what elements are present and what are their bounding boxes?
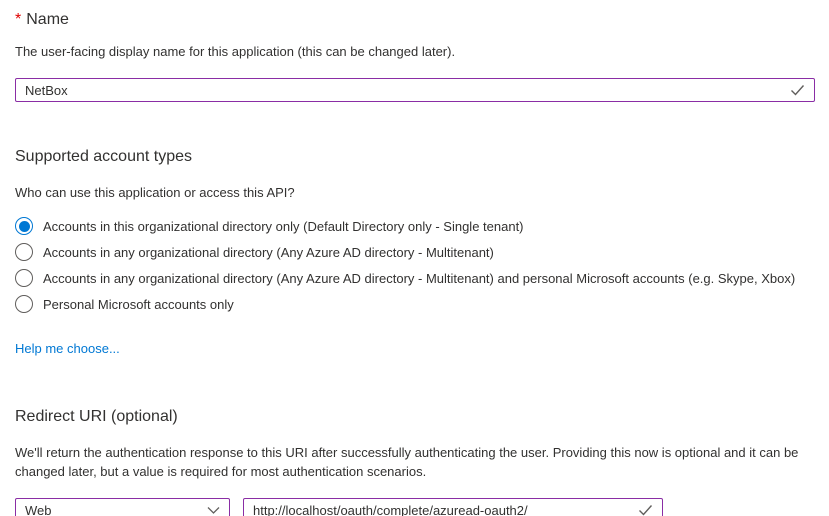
account-types-question: Who can use this application or access this API? [15, 185, 295, 200]
required-asterisk: * [15, 11, 22, 28]
account-types-radio-group [15, 213, 815, 317]
redirect-uri-section [15, 407, 815, 516]
name-description: The user-facing display name for this application (this can be changed later). [15, 44, 456, 59]
supported-account-types-title: Supported account types [15, 148, 193, 165]
radio-button-icon[interactable] [15, 269, 33, 287]
radio-option-multitenant[interactable] [15, 239, 815, 265]
radio-option-single-tenant[interactable] [15, 213, 815, 239]
help-me-choose-link[interactable]: Help me choose... [15, 341, 120, 356]
platform-select-value: Web [25, 502, 52, 516]
radio-button-icon[interactable] [15, 243, 33, 261]
name-input[interactable] [16, 79, 814, 101]
name-section-title [15, 10, 815, 30]
redirect-uri-input[interactable] [244, 499, 662, 516]
name-section [15, 10, 815, 102]
name-input-container [15, 78, 815, 102]
radio-option-label: Accounts in any organizational directory (Any Azure AD directory - Multitenant) [43, 244, 494, 260]
redirect-uri-input-container [243, 498, 663, 516]
supported-account-types-section [15, 147, 815, 358]
radio-button-icon[interactable] [15, 217, 33, 235]
redirect-uri-description: We'll return the authentication response to this URI after successfully authenticating the user. Providing this now is optional and it can be changed later, but a value is required for most authentication scenarios. [15, 445, 799, 479]
radio-button-icon[interactable] [15, 295, 33, 313]
name-label: Name [26, 11, 69, 28]
chevron-down-icon [207, 506, 220, 515]
radio-option-label: Accounts in any organizational directory (Any Azure AD directory - Multitenant) and personal Microsoft accounts (e.g. Skype, Xbox) [43, 270, 796, 286]
radio-option-label: Personal Microsoft accounts only [43, 296, 234, 312]
radio-option-personal-only[interactable] [15, 291, 815, 317]
radio-option-multitenant-personal[interactable] [15, 265, 815, 291]
platform-select-dropdown[interactable] [15, 498, 230, 516]
redirect-uri-row [15, 498, 815, 516]
radio-option-label: Accounts in this organizational directory only (Default Directory only - Single tenant) [43, 218, 524, 234]
redirect-uri-title: Redirect URI (optional) [15, 408, 178, 425]
